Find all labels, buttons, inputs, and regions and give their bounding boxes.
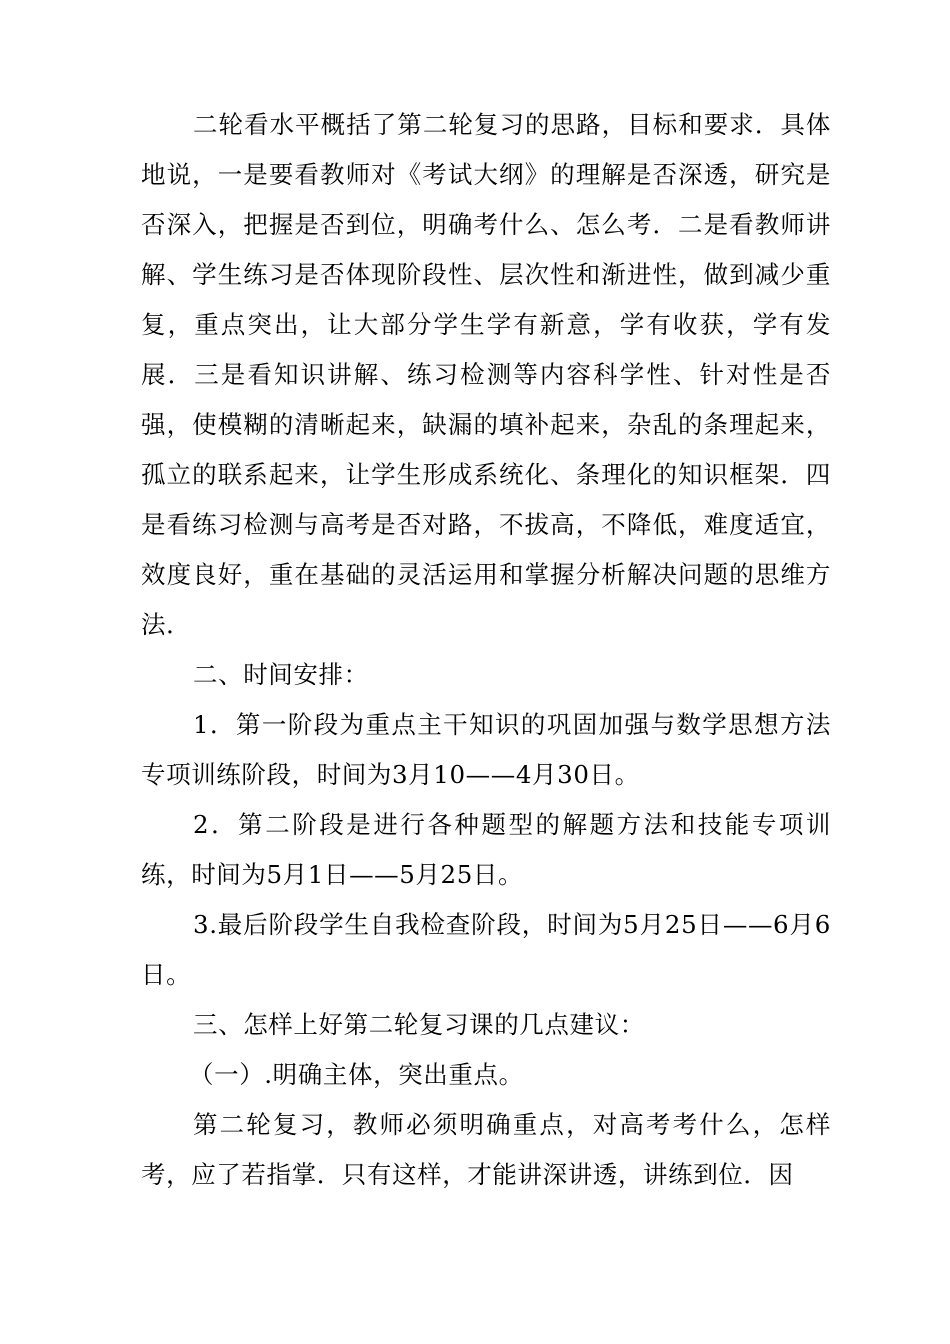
body-text bbox=[141, 100, 831, 1200]
schedule-item-2: 2．第二阶段是进行各种题型的解题方法和技能专项训练，时间为5月1日——5月25日。 bbox=[141, 810, 831, 889]
paragraph-review-standards: 二轮看水平概括了第二轮复习的思路，目标和要求．具体地说，一是要看教师对《考试大纲》的理解是否深透，研究是否深入，把握是否到位，明确考什么、怎么考．二是看教师讲解、学生练习是否体现阶段性、层次性和渐进性，做到减少重复，重点突出，让大部分学生学有新意，学有收获，学有发展．三是看知识讲解、练习检测等内容科学性、针对性是否强，使模糊的清晰起来，缺漏的填补起来，杂乱的条理起来，孤立的联系起来，让学生形成系统化、条理化的知识框架．四是看练习检测与高考是否对路，不拔高，不降低，难度适宜，效度良好，重在基础的灵活运用和掌握分析解决问题的思维方法． bbox=[141, 110, 831, 639]
schedule-item-3: 3.最后阶段学生自我检查阶段，时间为5月25日——6月6日。 bbox=[141, 910, 831, 989]
heading-suggestions: 三、怎样上好第二轮复习课的几点建议： bbox=[193, 1010, 645, 1039]
heading-time-schedule: 二、时间安排： bbox=[193, 660, 369, 689]
schedule-item-1: 1．第一阶段为重点主干知识的巩固加强与数学思想方法专项训练阶段，时间为3月10——4月30日。 bbox=[141, 710, 831, 789]
subheading-clear-subject: （一）.明确主体，突出重点。 bbox=[189, 1060, 524, 1089]
paragraph-second-review: 第二轮复习，教师必须明确重点，对高考考什么，怎样考，应了若指掌．只有这样，才能讲深讲透，讲练到位．因 bbox=[141, 1110, 831, 1189]
